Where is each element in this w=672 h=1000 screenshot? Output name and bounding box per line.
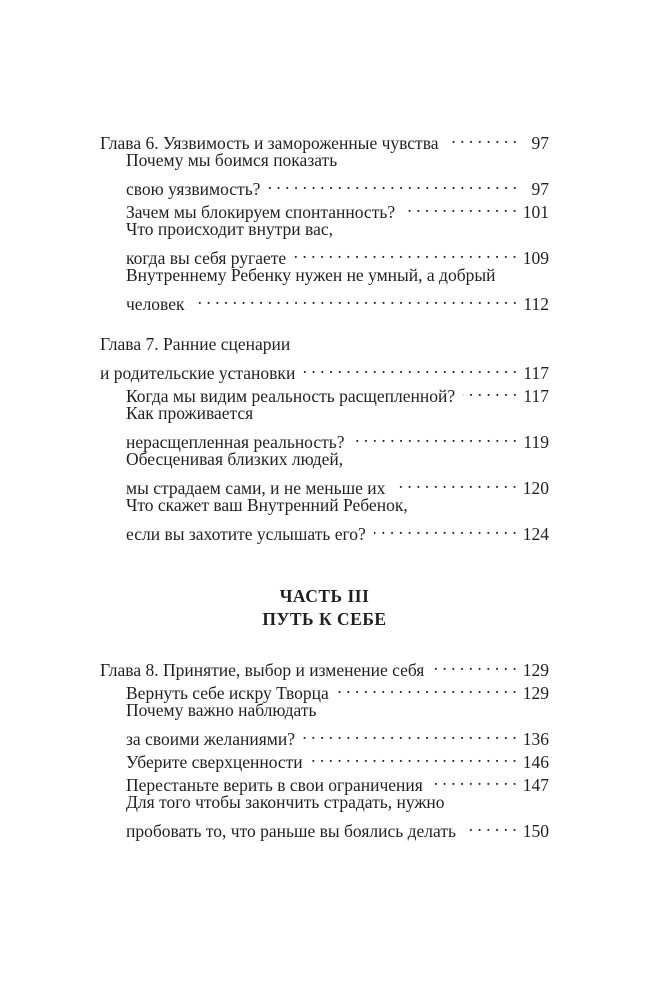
section-title-line1: Почему мы боимся показать — [126, 150, 338, 170]
dot-leader — [432, 653, 516, 676]
dot-leader — [353, 425, 517, 448]
toc-entry-section[interactable] — [126, 471, 549, 498]
page-number: 119 — [523, 432, 549, 452]
section-title-line2: человек — [126, 294, 185, 314]
page-number: 129 — [522, 660, 549, 680]
toc-entry-section[interactable] — [126, 379, 549, 406]
toc-entry-section[interactable] — [126, 425, 549, 452]
page-number: 120 — [522, 478, 549, 498]
toc-entry-section[interactable] — [126, 287, 549, 314]
section-title: Зачем мы блокируем спонтанность? — [126, 202, 396, 222]
dot-leader — [431, 768, 517, 791]
chapter-title: Глава 6. Уязвимость и замороженные чувства — [100, 133, 439, 153]
section-title-line1: Как проживается — [126, 403, 254, 423]
dot-leader — [303, 356, 517, 379]
toc-entry-section[interactable] — [126, 722, 549, 749]
dot-leader — [294, 241, 517, 264]
toc-entry-section[interactable] — [126, 218, 549, 241]
section-title: Перестаньте верить в свои ограничения — [126, 775, 423, 795]
dot-leader — [464, 814, 517, 837]
section-title: Вернуть себе искру Творца — [126, 683, 329, 703]
toc-entry-section[interactable] — [126, 241, 549, 268]
page-number: 150 — [522, 821, 549, 841]
toc-entry-section[interactable] — [126, 676, 549, 703]
section-title-line2: если вы захотите услышать его? — [126, 524, 366, 544]
dot-leader — [463, 379, 517, 402]
dot-leader — [393, 471, 516, 494]
toc-entry-section[interactable] — [126, 172, 549, 199]
toc-entry-chapter-8[interactable] — [100, 653, 549, 680]
toc-entry-section[interactable] — [126, 402, 549, 425]
toc-entry-section[interactable] — [126, 195, 549, 222]
page-number: 117 — [523, 386, 549, 406]
section-title-line1: Почему важно наблюдать — [126, 700, 317, 720]
page-number: 97 — [531, 133, 549, 153]
toc-entry-section[interactable] — [126, 494, 549, 517]
dot-leader — [447, 126, 517, 149]
page-number: 117 — [523, 363, 549, 383]
section-title-line2: свою уязвимость? — [126, 179, 261, 199]
section-title-line2: пробовать то, что раньше вы боялись делать — [126, 821, 456, 841]
dot-leader — [337, 676, 517, 699]
toc-entry-chapter-6[interactable] — [100, 126, 549, 153]
section-title: Когда мы видим реальность расщепленной? — [126, 386, 456, 406]
dot-leader — [192, 287, 517, 310]
page-number: 124 — [522, 524, 549, 544]
toc-entry-chapter-7[interactable] — [100, 356, 549, 383]
page-number: 109 — [522, 248, 549, 268]
section-title-line2: мы страдаем сами, и не меньше их — [126, 478, 386, 498]
chapter-title-line1: Глава 7. Ранние сценарии — [100, 334, 291, 354]
dot-leader — [403, 195, 517, 218]
section-title-line1: Что скажет ваш Внутренний Ребенок, — [126, 495, 408, 515]
toc-entry-section[interactable] — [126, 768, 549, 795]
page-number: 101 — [522, 202, 549, 222]
section-title-line1: Что происходит внутри вас, — [126, 219, 333, 239]
page-number: 112 — [523, 294, 549, 314]
toc-entry-section[interactable] — [126, 791, 549, 814]
dot-leader — [268, 172, 517, 195]
section-title-line2: за своими желаниями? — [126, 729, 296, 749]
section-title-line1: Обесценивая близких людей, — [126, 449, 344, 469]
dot-leader — [303, 722, 517, 745]
toc-entry-section[interactable] — [126, 699, 549, 722]
part-label: ЧАСТЬ III — [279, 586, 370, 606]
page-number: 97 — [531, 179, 549, 199]
section-title-line2: нерасщепленная реальность? — [126, 432, 345, 452]
section-title-line1: Внутреннему Ребенку нужен не умный, а добрый — [126, 265, 496, 285]
toc-entry-section[interactable] — [126, 149, 549, 172]
section-title-line2: когда вы себя ругаете — [126, 248, 287, 268]
section-title-line1: Для того чтобы закончить страдать, нужно — [126, 792, 445, 812]
toc-entry-chapter-7[interactable] — [100, 333, 549, 356]
page-number: 136 — [522, 729, 549, 749]
dot-leader — [311, 745, 517, 768]
section-title: Уберите сверхценности — [126, 752, 303, 772]
toc-entry-section[interactable] — [126, 814, 549, 841]
page-number: 129 — [522, 683, 549, 703]
toc-entry-section[interactable] — [126, 264, 549, 287]
dot-leader — [374, 517, 517, 540]
toc-entry-section[interactable] — [126, 745, 549, 772]
toc-entry-section[interactable] — [126, 448, 549, 471]
chapter-title-line2: и родительские установки — [100, 363, 296, 383]
part-title: ПУТЬ К СЕБЕ — [262, 609, 387, 629]
page-number: 147 — [522, 775, 549, 795]
page-number: 146 — [522, 752, 549, 772]
chapter-title: Глава 8. Принятие, выбор и изменение себя — [100, 660, 425, 680]
toc-entry-section[interactable] — [126, 517, 549, 544]
